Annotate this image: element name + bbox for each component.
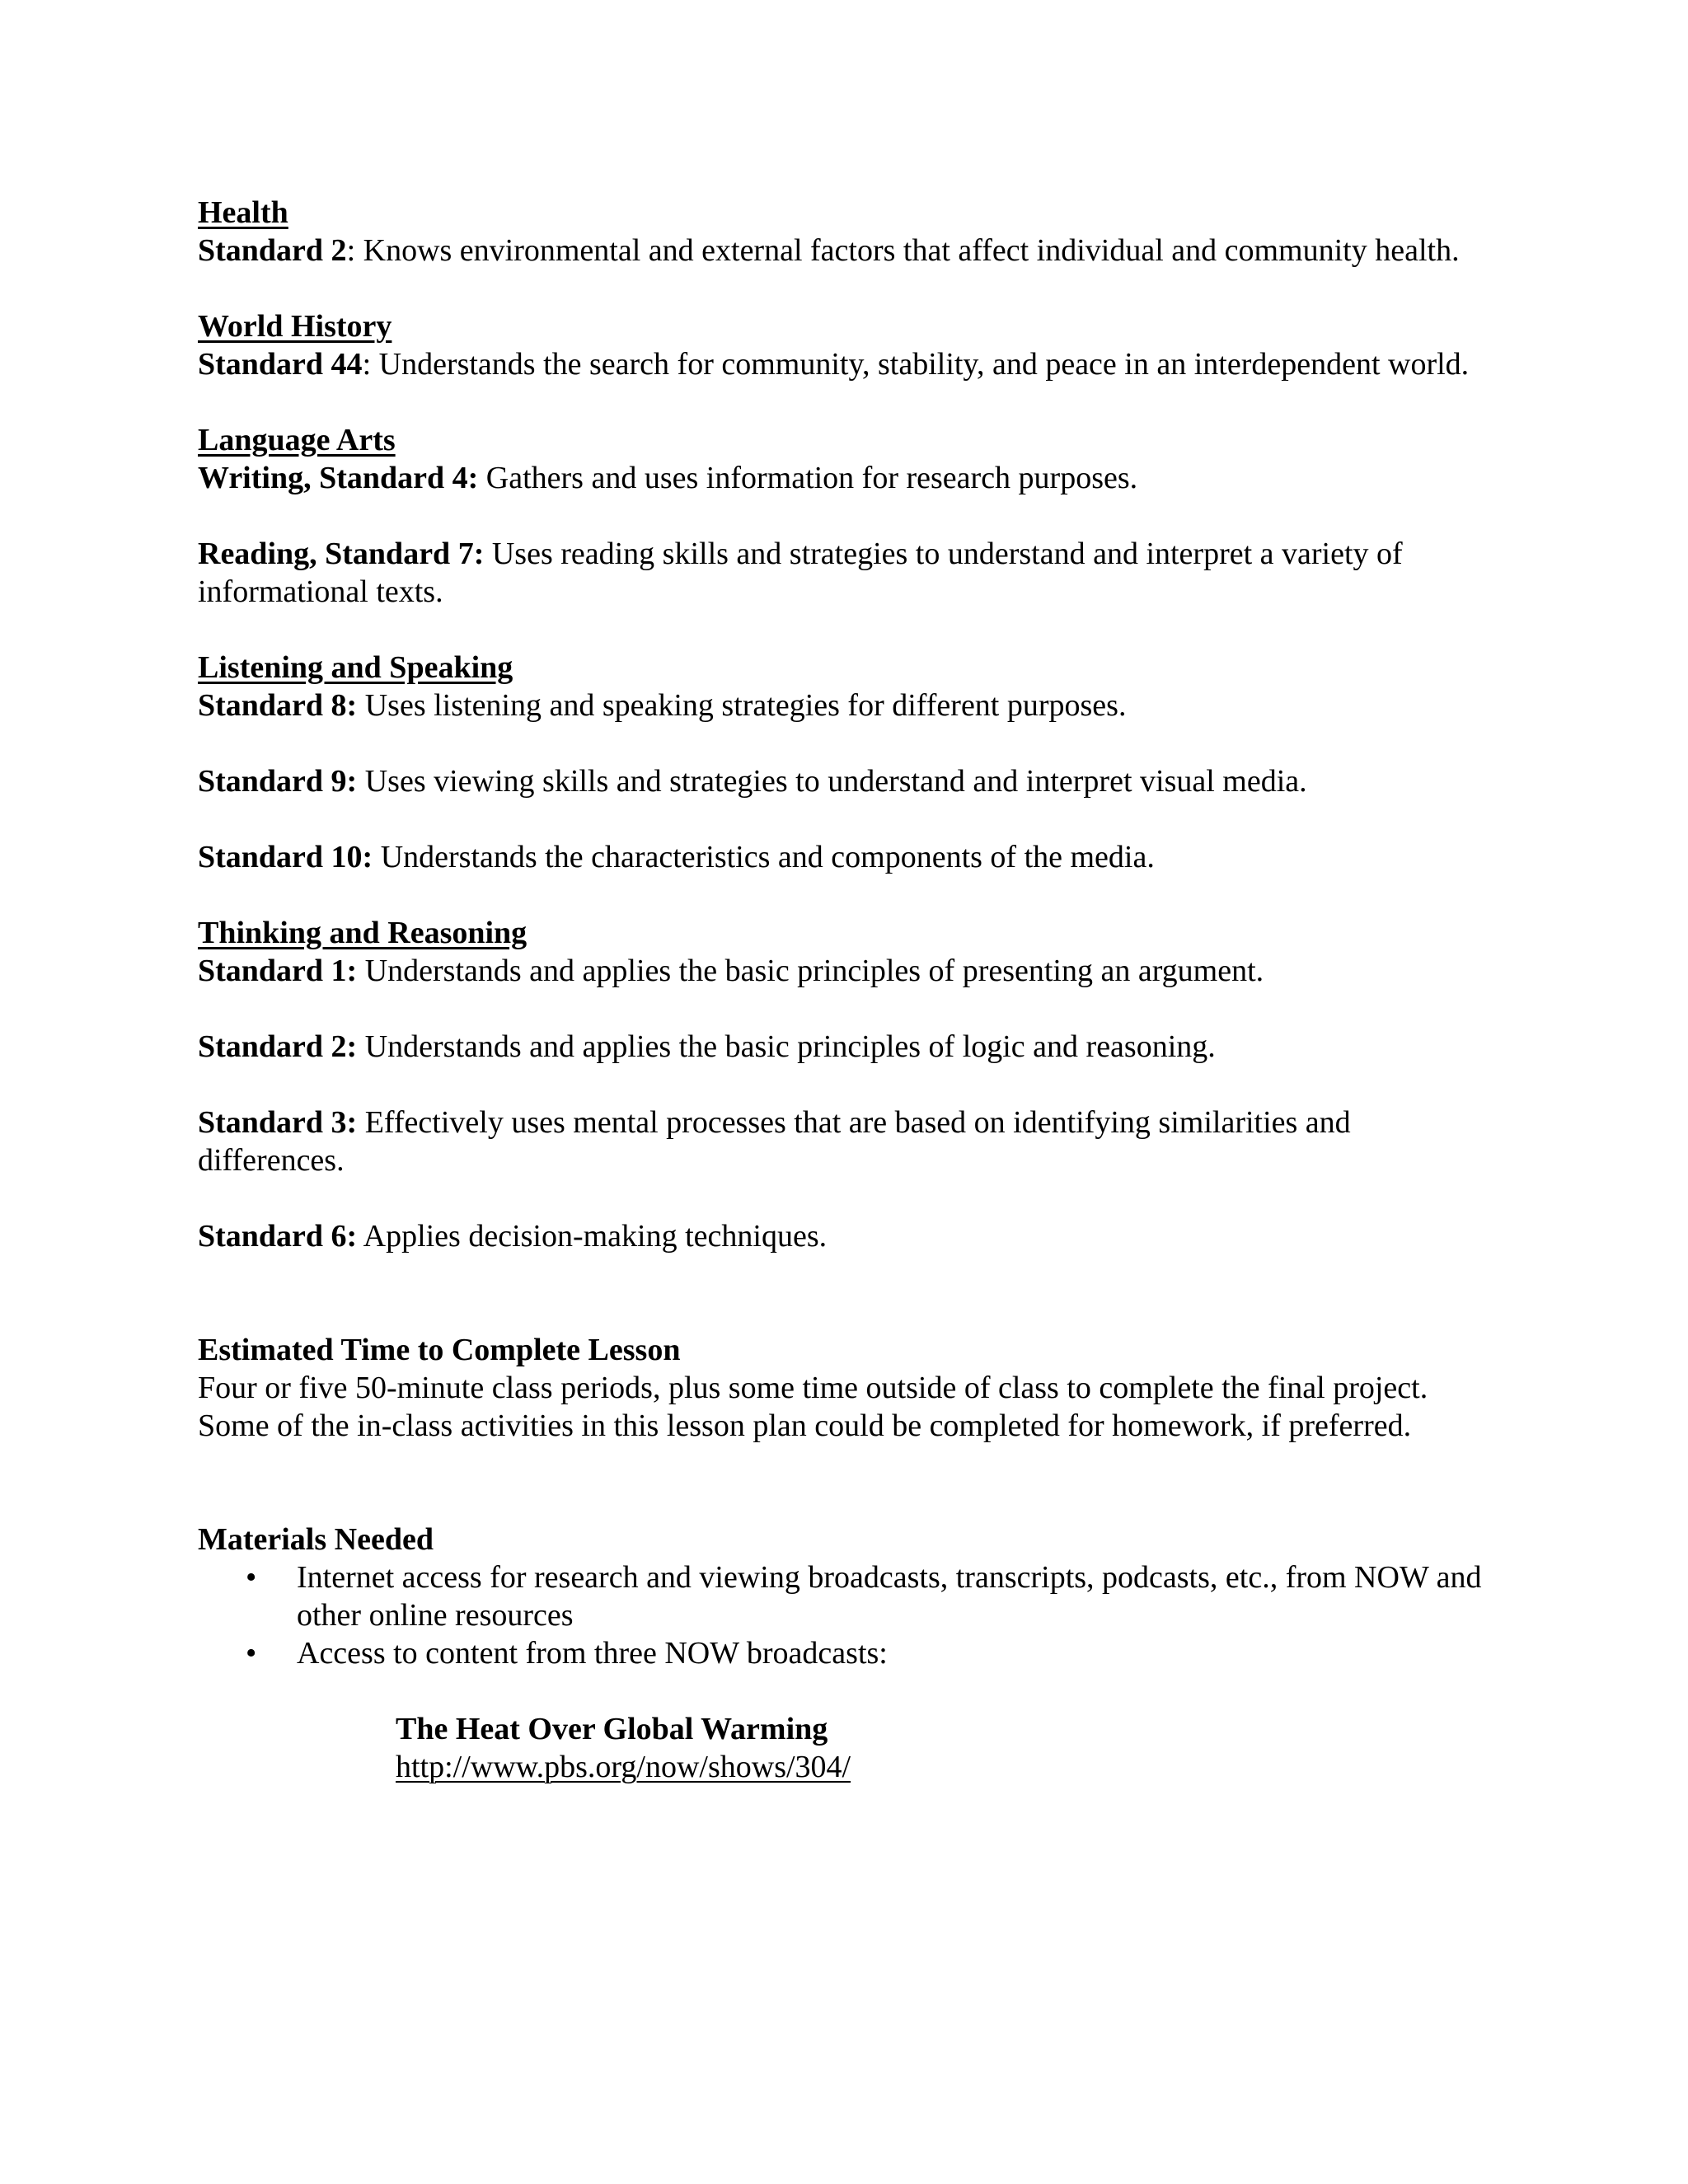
- broadcast-title: The Heat Over Global Warming: [396, 1712, 828, 1746]
- standard-paragraph: [198, 762, 1500, 800]
- broadcast-link[interactable]: http://www.pbs.org/now/shows/304/: [396, 1750, 851, 1784]
- section-heading-world-history: World History: [198, 309, 392, 344]
- standard-label: Standard 10:: [198, 840, 373, 874]
- standard-text: Understands and applies the basic principles of logic and reasoning.: [357, 1029, 1216, 1064]
- bullet-icon: •: [246, 1560, 257, 1595]
- standard-label: Standard 2:: [198, 1029, 358, 1064]
- standard-paragraph: [198, 459, 1500, 497]
- list-item: [246, 1558, 1500, 1634]
- materials-list: [198, 1558, 1500, 1672]
- standard-label: Standard 1:: [198, 954, 358, 988]
- standard-label: Standard 9:: [198, 764, 358, 799]
- standard-text: Effectively uses mental processes that are based on identifying similarities and differences.: [198, 1105, 1351, 1178]
- list-item-text: Internet access for research and viewing broadcasts, transcripts, podcasts, etc., from NOW and other online resources: [297, 1560, 1482, 1633]
- section-heading-health: Health: [198, 195, 288, 230]
- standard-paragraph: [198, 232, 1500, 269]
- standard-text: : Understands the search for community, stability, and peace in an interdependent world.: [362, 347, 1470, 382]
- section-heading-materials: Materials Needed: [198, 1522, 434, 1557]
- standard-label: Reading, Standard 7:: [198, 537, 485, 571]
- standard-label: Writing, Standard 4:: [198, 461, 479, 495]
- standard-paragraph: [198, 838, 1500, 876]
- standard-text: Understands and applies the basic principles of presenting an argument.: [357, 954, 1264, 988]
- standard-paragraph: [198, 1104, 1500, 1179]
- list-item: [246, 1634, 1500, 1672]
- standard-text: Uses viewing skills and strategies to understand and interpret visual media.: [357, 764, 1307, 799]
- standard-label: Standard 2: [198, 233, 347, 268]
- standard-label: Standard 3:: [198, 1105, 358, 1140]
- section-heading-estimated-time: Estimated Time to Complete Lesson: [198, 1333, 681, 1367]
- standard-paragraph: [198, 952, 1500, 990]
- standard-text: Uses reading skills and strategies to understand and interpret a variety of informational texts.: [198, 537, 1403, 609]
- standard-label: Standard 44: [198, 347, 363, 382]
- list-item-text: Access to content from three NOW broadcasts:: [297, 1636, 888, 1671]
- standard-text: Uses listening and speaking strategies for different purposes.: [357, 688, 1127, 723]
- standard-text: Understands the characteristics and components of the media.: [373, 840, 1155, 874]
- document-page: [198, 194, 1500, 1786]
- section-heading-language-arts: Language Arts: [198, 423, 396, 457]
- broadcast-entry: [198, 1710, 1500, 1786]
- standard-paragraph: [198, 1217, 1500, 1255]
- standard-text: : Knows environmental and external factors that affect individual and community health.: [346, 233, 1460, 268]
- standard-paragraph: [198, 535, 1500, 611]
- standard-text: Applies decision-making techniques.: [357, 1219, 828, 1254]
- standard-label: Standard 6:: [198, 1219, 358, 1254]
- standard-text: Gathers and uses information for research purposes.: [478, 461, 1138, 495]
- standard-paragraph: [198, 345, 1500, 383]
- estimated-time-text: Four or five 50-minute class periods, plus some time outside of class to complete the final project. Some of the in-class activities in this lesson plan could be completed for homework, if preferred.: [198, 1371, 1428, 1443]
- section-heading-listening-speaking: Listening and Speaking: [198, 650, 513, 685]
- standard-paragraph: [198, 1028, 1500, 1066]
- section-heading-thinking-reasoning: Thinking and Reasoning: [198, 916, 528, 950]
- standard-paragraph: [198, 687, 1500, 724]
- bullet-icon: •: [246, 1636, 257, 1671]
- standard-label: Standard 8:: [198, 688, 358, 723]
